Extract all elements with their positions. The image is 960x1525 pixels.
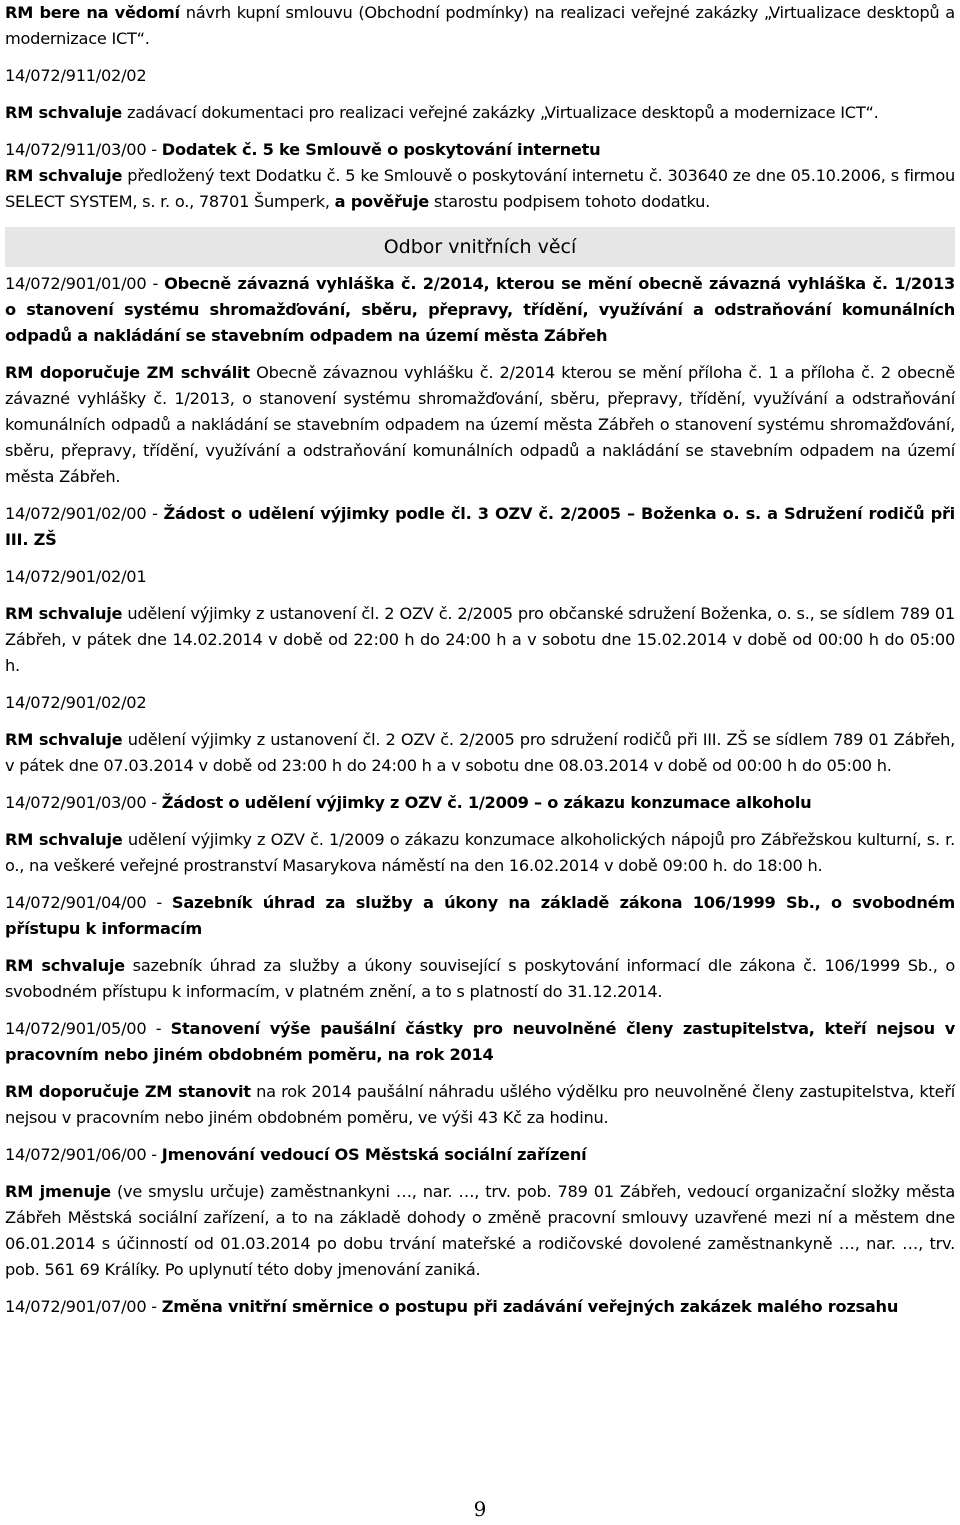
paragraph xyxy=(5,727,955,779)
document-body xyxy=(5,0,955,1320)
bold-text: Jmenování vedoucí OS Městská sociální zařízení xyxy=(161,1145,587,1164)
text-run: Obecně závaznou vyhlášku č. 2/2014 kterou se mění příloha č. 1 a příloha č. 2 obecně závazné vyhlášky č. 1/2013, o stanovení systému shromažďování, sběru, přepravy, třídění, využívání a odstraňování komunálních odpadů a nakládání se stavebním odpadem na území města Zábřeh o stanovení systému shromažďování, sběru, přepravy, třídění, využívání a odstraňování komunálních odpadů a nakládání se stavebním odpadem na území města Zábřeh. xyxy=(5,363,955,486)
paragraph xyxy=(5,1179,955,1283)
text-run: udělení výjimky z OZV č. 1/2009 o zákazu konzumace alkoholických nápojů pro Zábřežskou kulturní, s. r. o., na veškeré veřejné prostranství Masarykova náměstí na den 16.02.2014 v době 09:00 h. do 18:00 h. xyxy=(5,830,955,875)
bold-text: Stanovení výše paušální částky pro neuvolněné členy zastupitelstva, kteří nejsou v pracovním nebo jiném obdobném poměru, na rok 2014 xyxy=(5,1019,956,1064)
paragraph xyxy=(5,890,955,942)
text-run: 14/072/901/02/01 xyxy=(5,567,147,586)
bold-text: RM schvaluje xyxy=(5,830,123,849)
text-run: 14/072/901/02/02 xyxy=(5,693,147,712)
paragraph xyxy=(5,827,955,879)
text-run: 14/072/901/02/00 - xyxy=(5,504,164,523)
paragraph xyxy=(5,601,955,679)
text-run: 14/072/901/06/00 - xyxy=(5,1145,162,1164)
bold-text: RM schvaluje xyxy=(5,103,123,122)
text-run: 14/072/901/05/00 - xyxy=(5,1019,171,1038)
paragraph xyxy=(5,0,955,52)
paragraph xyxy=(5,790,955,816)
paragraph xyxy=(5,163,955,215)
text-run: 14/072/901/03/00 - xyxy=(5,793,162,812)
paragraph xyxy=(5,1294,955,1320)
text-run: návrh kupní smlouvu (Obchodní podmínky) na realizaci veřejné zakázky „Virtualizace desktopů a modernizace ICT“. xyxy=(5,3,955,48)
paragraph xyxy=(5,1079,955,1131)
paragraph xyxy=(5,100,955,126)
paragraph xyxy=(5,953,955,1005)
text-run: udělení výjimky z ustanovení čl. 2 OZV č. 2/2005 pro občanské sdružení Boženka, o. s., se sídlem 789 01 Zábřeh, v pátek dne 14.02.2014 v době od 22:00 h do 24:00 h a v sobotu dne 15.02.2014 v době od 00:00 h do 05:00 h. xyxy=(5,604,955,675)
text-run: (ve smyslu určuje) zaměstnankyni …, nar. …, trv. pob. 789 01 Zábřeh, vedoucí organizační složky města Zábřeh Městská sociální zařízení, a to na základě dohody o změně pracovní smlouvy uzavřené mezi ní a městem dne 06.01.2014 s účinností od 01.03.2014 po dobu trvání mateřské a rodičovské dovolené zaměstnankyně …, nar. …, trv. pob. 561 69 Králíky. Po uplynutí této doby jmenování zaniká. xyxy=(5,1182,955,1279)
paragraph xyxy=(5,690,955,716)
paragraph xyxy=(5,63,955,89)
paragraph xyxy=(5,271,955,349)
text-run: starostu podpisem tohoto dodatku. xyxy=(428,192,711,211)
text-run: 14/072/901/07/00 - xyxy=(5,1297,162,1316)
text-run: 14/072/901/01/00 - xyxy=(5,274,165,293)
text-run: 14/072/911/03/00 - xyxy=(5,140,162,159)
section-heading: Odbor vnitřních věcí xyxy=(5,227,955,267)
bold-text: RM jmenuje xyxy=(5,1182,111,1201)
bold-text: RM doporučuje ZM stanovit xyxy=(5,1082,251,1101)
text-run: udělení výjimky z ustanovení čl. 2 OZV č. 2/2005 pro sdružení rodičů při III. ZŠ se sídlem 789 01 Zábřeh, v pátek dne 07.03.2014 v době od 23:00 h do 24:00 h a v sobotu dne 08.03.2014 v době od 00:00 h do 05:00 h. xyxy=(5,730,955,775)
text-run: 14/072/911/02/02 xyxy=(5,66,147,85)
paragraph xyxy=(5,360,955,490)
paragraph xyxy=(5,1142,955,1168)
bold-text: a pověřuje xyxy=(334,192,429,211)
paragraph xyxy=(5,501,955,553)
text-run: na rok 2014 paušální náhradu ušlého výdělku pro neuvolněné členy zastupitelstva, kteří nejsou v pracovním nebo jiném obdobném poměru, ve výši 43 Kč za hodinu. xyxy=(5,1082,955,1127)
text-run: předložený text Dodatku č. 5 ke Smlouvě o poskytování internetu č. 303640 ze dne 05.10.2006, s firmou SELECT SYSTEM, s. r. o., 78701 Šumperk, xyxy=(5,166,955,211)
bold-text: RM schvaluje xyxy=(5,956,125,975)
bold-text: Změna vnitřní směrnice o postupu při zadávání veřejných zakázek malého rozsahu xyxy=(161,1297,899,1316)
page-number: 9 xyxy=(473,1497,487,1521)
text-run: sazebník úhrad za služby a úkony související s poskytování informací dle zákona č. 106/1999 Sb., o svobodném přístupu k informacím, v platném znění, a to s platností do 31.12.2014. xyxy=(5,956,955,1001)
paragraph xyxy=(5,564,955,590)
bold-text: Sazebník úhrad za služby a úkony na základě zákona 106/1999 Sb., o svobodném přístupu k informacím xyxy=(5,893,955,938)
bold-text: Žádost o udělení výjimky podle čl. 3 OZV č. 2/2005 – Boženka o. s. a Sdružení rodičů při III. ZŠ xyxy=(5,504,955,549)
bold-text: Žádost o udělení výjimky z OZV č. 1/2009 – o zákazu konzumace alkoholu xyxy=(161,793,812,812)
bold-text: RM bere na vědomí xyxy=(5,3,180,22)
paragraph xyxy=(5,137,955,163)
bold-text: RM schvaluje xyxy=(5,166,123,185)
bold-text: RM schvaluje xyxy=(5,730,123,749)
text-run: zadávací dokumentaci pro realizaci veřejné zakázky „Virtualizace desktopů a modernizace ICT“. xyxy=(122,103,879,122)
bold-text: RM doporučuje ZM schválit xyxy=(5,363,250,382)
paragraph xyxy=(5,1016,955,1068)
bold-text: RM schvaluje xyxy=(5,604,123,623)
bold-text: Obecně závazná vyhláška č. 2/2014, kterou se mění obecně závazná vyhláška č. 1/2013 o stanovení systému shromažďování, sběru, přepravy, třídění, využívání a odstraňování komunálních odpadů a nakládání se stavebním odpadem na území města Zábřeh xyxy=(5,274,955,345)
text-run: 14/072/901/04/00 - xyxy=(5,893,172,912)
bold-text: Dodatek č. 5 ke Smlouvě o poskytování internetu xyxy=(161,140,601,159)
